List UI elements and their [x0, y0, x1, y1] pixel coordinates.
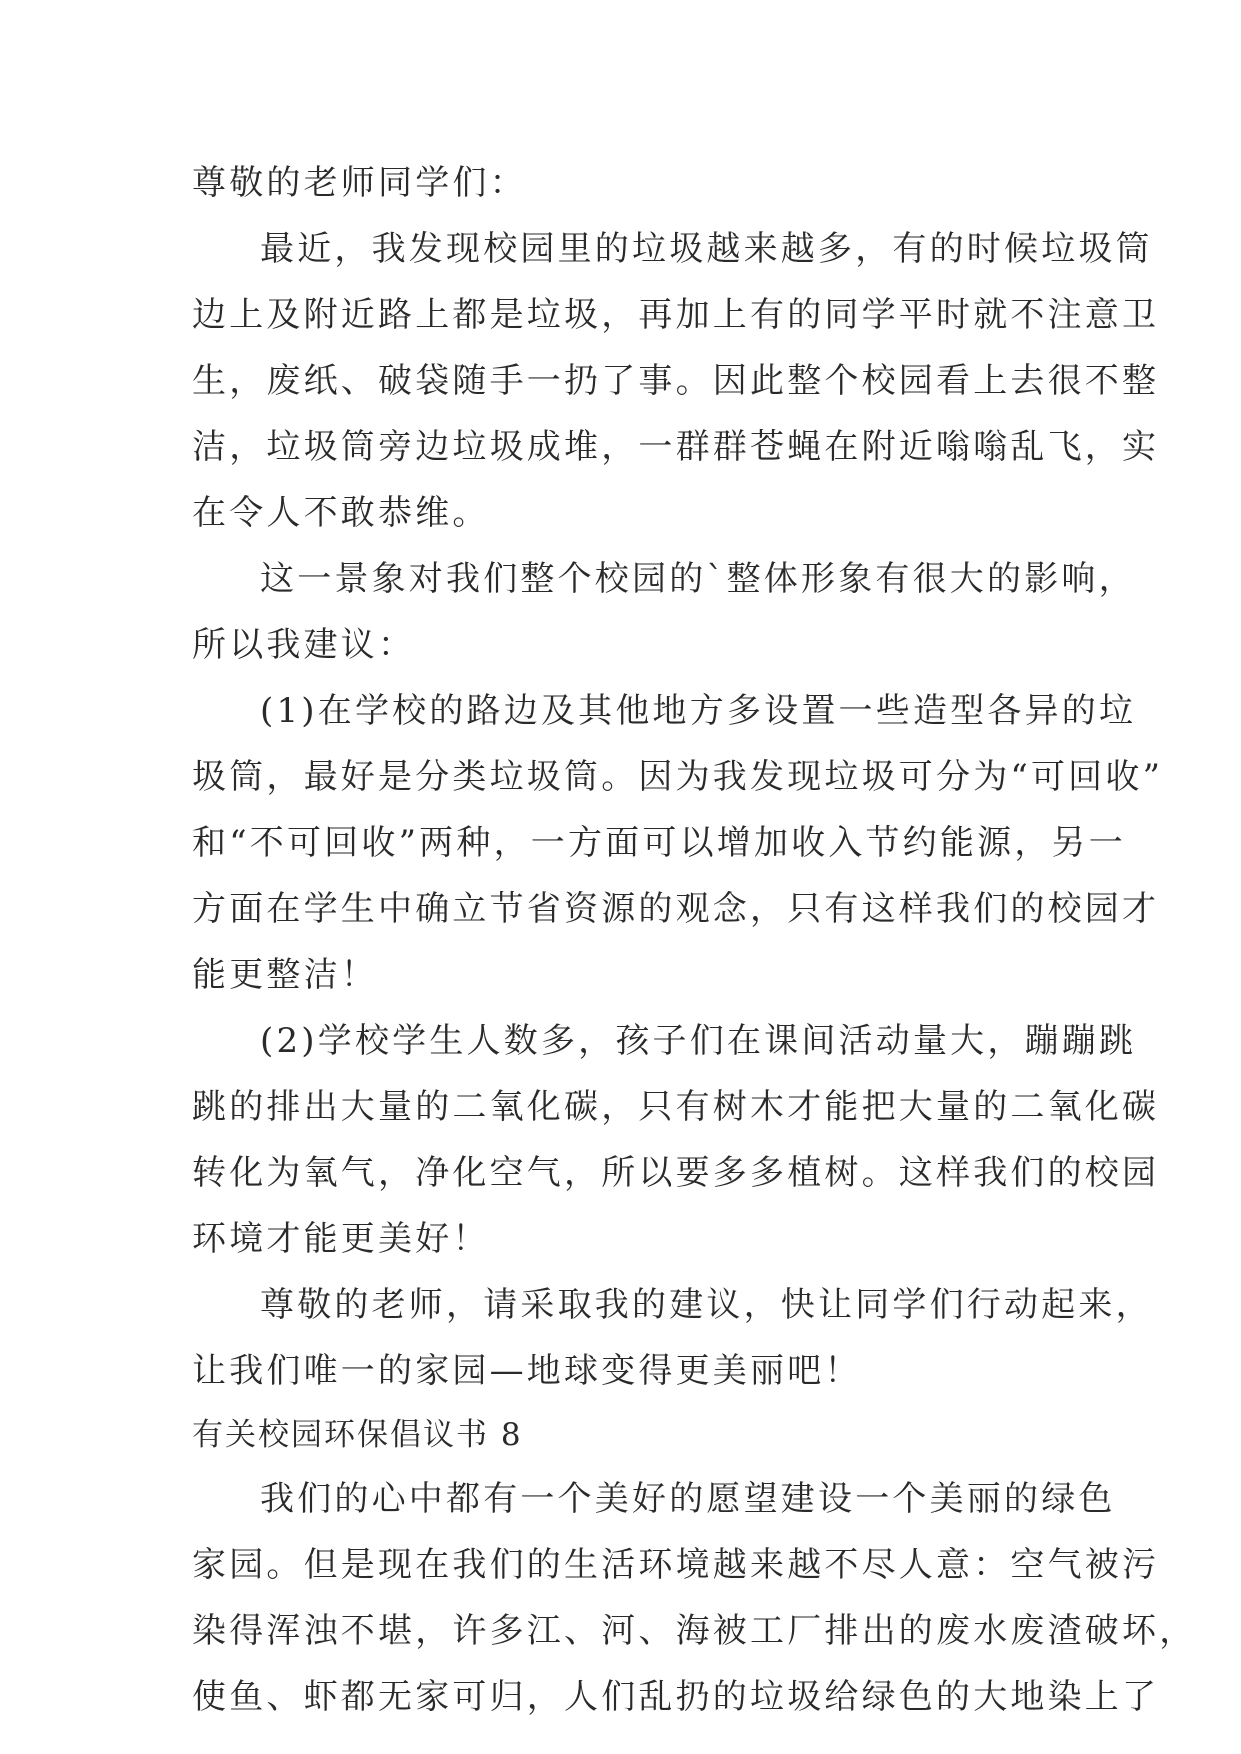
- paragraph-line: 环境才能更美好！: [192, 1219, 490, 1259]
- paragraph-line: 最近，我发现校园里的垃圾越来越多，有的时候垃圾筒: [260, 229, 1153, 269]
- paragraph-line: 使鱼、虾都无家可归，人们乱扔的垃圾给绿色的大地染上了: [192, 1677, 1160, 1717]
- paragraph-6: [192, 1466, 1197, 1730]
- paragraph-1: [192, 216, 1160, 546]
- paragraph-line: 我们的心中都有一个美好的愿望建设一个美丽的绿色: [260, 1479, 1116, 1519]
- paragraph-line: 边上及附近路上都是垃圾，再加上有的同学平时就不注意卫: [192, 295, 1160, 335]
- paragraph-line: 洁，垃圾筒旁边垃圾成堆，一群群苍蝇在附近嗡嗡乱飞，实: [192, 427, 1160, 467]
- paragraph-4: [192, 1008, 1160, 1272]
- paragraph-line: 生，废纸、破袋随手一扔了事。因此整个校园看上去很不整: [192, 361, 1160, 401]
- paragraph-3: [192, 678, 1164, 1008]
- paragraph-line: 在令人不敢恭维。: [192, 493, 490, 533]
- paragraph-line: 家园。但是现在我们的生活环境越来越不尽人意：空气被污: [192, 1545, 1160, 1585]
- paragraph-line: 染得浑浊不堪，许多江、河、海被工厂排出的废水废渣破坏，: [192, 1611, 1197, 1651]
- paragraph-line: 能更整洁！: [192, 955, 378, 995]
- paragraph-2: [192, 546, 1136, 678]
- paragraph-line: 让我们唯一的家园—地球变得更美丽吧！: [192, 1351, 862, 1391]
- paragraph-line: 尊敬的老师，请采取我的建议，快让同学们行动起来，: [260, 1285, 1153, 1325]
- paragraph-line: 圾筒，最好是分类垃圾筒。因为我发现垃圾可分为“可回收”: [192, 757, 1164, 797]
- paragraph-line: (2)学校学生人数多，孩子们在课间活动量大，蹦蹦跳: [260, 1021, 1137, 1061]
- section-heading: 有关校园环保倡议书 8: [192, 1417, 523, 1453]
- paragraph-line: 方面在学生中确立节省资源的观念，只有这样我们的校园才: [192, 889, 1160, 929]
- paragraph-line: 和“不可回收”两种，一方面可以增加收入节约能源，另一: [192, 823, 1126, 863]
- paragraph-line: 这一景象对我们整个校园的`整体形象有很大的影响，: [260, 559, 1136, 599]
- paragraph-line: (1)在学校的路边及其他地方多设置一些造型各异的垃: [260, 691, 1137, 731]
- paragraph-line: 转化为氧气，净化空气，所以要多多植树。这样我们的校园: [192, 1153, 1160, 1193]
- document-page: [192, 150, 1197, 1730]
- paragraph-line: 所以我建议：: [192, 625, 416, 665]
- paragraph-5: [192, 1272, 1153, 1404]
- paragraph-line: 跳的排出大量的二氧化碳，只有树木才能把大量的二氧化碳: [192, 1087, 1160, 1127]
- salutation: 尊敬的老师同学们：: [192, 163, 527, 203]
